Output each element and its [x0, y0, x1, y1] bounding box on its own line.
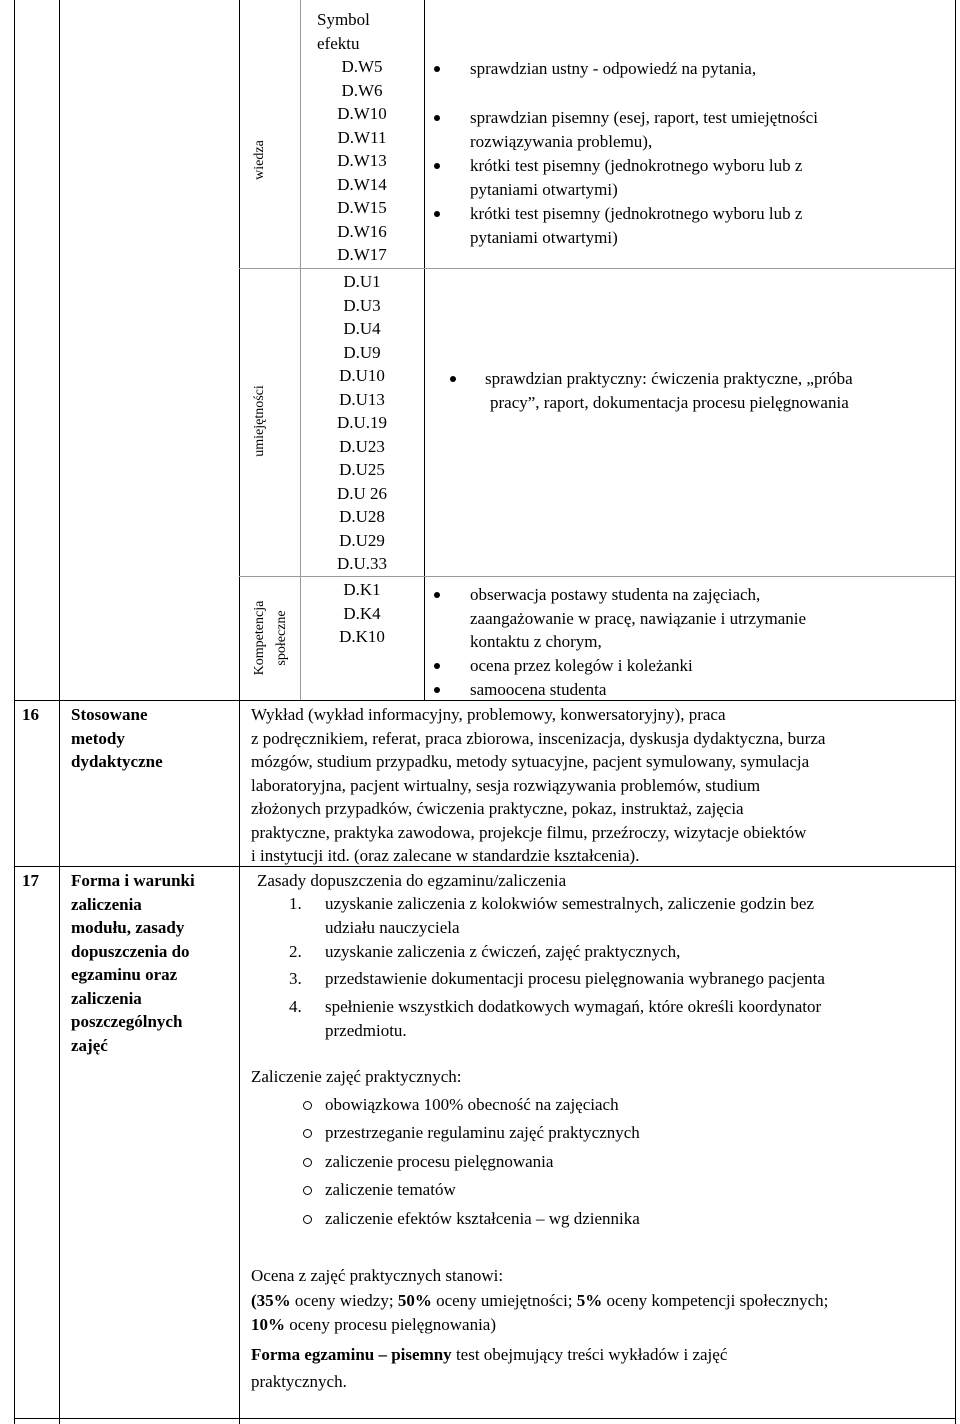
- circle-bullet-icon: [303, 1129, 312, 1138]
- symbol-code: D.W6: [341, 80, 383, 100]
- grade-line: [251, 1313, 496, 1337]
- admission-number: 4.: [289, 997, 302, 1016]
- grade-title: Ocena z zajęć praktycznych stanowi:: [251, 1266, 504, 1285]
- method-line: rozwiązywania problemu),: [470, 131, 653, 151]
- symbols-knowledge: [300, 55, 424, 267]
- circle-bullet-icon: [303, 1186, 312, 1195]
- symbol-code: D.W10: [337, 104, 387, 123]
- row-label-line: Stosowane: [71, 705, 148, 724]
- exam-form-text: test obejmujący treści wykładów i zajęć: [451, 1345, 728, 1364]
- table-border-left: [14, 0, 15, 1424]
- row-label-line: zaliczenia: [71, 988, 142, 1008]
- exam-form-line-2: praktycznych.: [251, 1372, 347, 1391]
- row-label-line: dopuszczenia do: [71, 941, 190, 961]
- method-knowledge-2: [470, 106, 818, 153]
- symbol-code: D.U 26: [336, 483, 388, 503]
- content-line: i instytucji itd. (oraz zalecane w standardzie kształcenia).: [251, 846, 640, 865]
- method-social-1: [470, 583, 806, 654]
- table-bottom-border: [14, 1418, 956, 1419]
- symbol-header: [317, 8, 370, 55]
- row-label-line: modułu, zasady: [71, 918, 185, 937]
- method-social-2: [470, 654, 693, 678]
- column-divider-1: [59, 0, 60, 1424]
- admission-line: uzyskanie zaliczenia z ćwiczeń, zajęć praktycznych,: [325, 942, 681, 961]
- content-line: laboratoryjna, pacjent wirtualny, sesja rozwiązywania problemów, studium: [251, 775, 761, 795]
- content-line: z podręcznikiem, referat, praca zbiorowa, inscenizacja, dyskusja dydaktyczna, burza: [251, 728, 826, 748]
- grade-percent: 10%: [251, 1315, 285, 1334]
- symbols-social: [300, 578, 424, 649]
- content-line: Wykład (wykład informacyjny, problemowy, konwersatoryjny), praca: [251, 705, 726, 724]
- method-line: sprawdzian ustny - odpowiedź na pytania,: [470, 59, 757, 78]
- method-knowledge-4: [470, 202, 802, 249]
- group-label-knowledge: wiedza: [252, 140, 267, 180]
- method-line: krótki test pisemny (jednokrotnego wyboru lub z: [470, 204, 803, 223]
- admission-item: [325, 892, 814, 939]
- grade-percent: 50%: [397, 1291, 432, 1310]
- circle-bullet-icon: [303, 1101, 312, 1110]
- bullet-icon: [434, 687, 440, 693]
- grade-text: oceny wiedzy;: [290, 1291, 398, 1310]
- admission-line: udziału nauczyciela: [325, 917, 460, 937]
- symbol-code: D.W15: [337, 198, 387, 217]
- exam-form-line: [251, 1343, 727, 1367]
- grade-percent: (35%: [251, 1291, 291, 1310]
- symbol-code: D.K10: [339, 627, 385, 646]
- circle-bullet-icon: [303, 1158, 312, 1167]
- method-line: samoocena studenta: [470, 680, 607, 699]
- exam-form-label: Forma egzaminu – pisemny: [251, 1345, 452, 1364]
- bullet-icon: [434, 115, 440, 121]
- admission-item: [325, 967, 825, 991]
- symbol-header-line: efektu: [317, 33, 360, 53]
- symbol-code: D.U1: [343, 272, 381, 291]
- practical-item: przestrzeganie regulaminu zajęć praktycznych: [325, 1123, 640, 1142]
- symbol-code: D.U29: [339, 530, 385, 550]
- method-line: ocena przez kolegów i koleżanki: [470, 656, 693, 675]
- method-line: pytaniami otwartymi): [470, 179, 618, 199]
- content-line: złożonych przypadków, ćwiczenia praktyczne, pokaz, instruktaż, zajęcia: [251, 799, 744, 818]
- practical-title: Zaliczenie zajęć praktycznych:: [251, 1067, 462, 1086]
- symbol-code: D.K4: [343, 603, 381, 623]
- column-divider-2: [239, 0, 240, 1424]
- row-label-line: Forma i warunki: [71, 871, 195, 890]
- admission-item: [325, 995, 821, 1042]
- symbol-code: D.U23: [339, 436, 385, 456]
- grade-text: oceny kompetencji społecznych;: [602, 1291, 829, 1310]
- method-social-3: [470, 678, 606, 702]
- row16-label: [71, 703, 163, 774]
- row16-number: 16: [22, 705, 39, 724]
- symbol-code: D.U9: [343, 342, 381, 362]
- row-label-line: poszczególnych: [71, 1012, 183, 1031]
- method-skills: [485, 367, 930, 414]
- row17-number: 17: [22, 871, 39, 890]
- admission-line: przedmiotu.: [325, 1020, 407, 1040]
- symbol-header-line: Symbol: [317, 10, 370, 29]
- admission-item: [325, 940, 680, 964]
- circle-bullet-icon: [303, 1215, 312, 1224]
- bullet-icon: [434, 211, 440, 217]
- admission-number: 3.: [289, 969, 302, 988]
- symbol-code: D.W14: [337, 174, 387, 194]
- divider-knowledge-skills: [239, 268, 955, 269]
- symbol-code: D.U28: [339, 507, 385, 526]
- bullet-icon: [434, 592, 440, 598]
- column-divider-4: [424, 0, 425, 700]
- row16-content: [251, 703, 825, 868]
- symbol-code: D.W16: [337, 221, 387, 241]
- method-line: kontaktu z chorym,: [470, 632, 602, 651]
- row-label-line: egzaminu oraz: [71, 965, 178, 984]
- symbol-code: D.W11: [337, 127, 387, 147]
- admission-line: spełnienie wszystkich dodatkowych wymagań, które określi koordynator: [325, 997, 822, 1016]
- table-border-right: [955, 0, 956, 1424]
- admission-number: 2.: [289, 942, 302, 961]
- symbol-code: D.W5: [341, 57, 383, 76]
- row-label-line: zajęć: [71, 1035, 108, 1055]
- symbol-code: D.U3: [343, 295, 381, 315]
- group-label-skills: umiejętności: [252, 385, 267, 457]
- symbol-code: D.W17: [337, 245, 387, 264]
- method-line: sprawdzian pisemny (esej, raport, test umiejętności: [470, 108, 818, 127]
- symbol-code: D.U25: [339, 460, 385, 479]
- row17-label: [71, 869, 195, 1057]
- admission-title: Zasady dopuszczenia do egzaminu/zaliczenia: [257, 871, 567, 890]
- symbol-code: D.U4: [343, 319, 381, 338]
- grade-text: oceny umiejętności;: [431, 1291, 577, 1310]
- bullet-icon: [434, 663, 440, 669]
- bullet-icon: [434, 163, 440, 169]
- admission-line: uzyskanie zaliczenia z kolokwiów semestralnych, zaliczenie godzin bez: [325, 894, 815, 913]
- method-line: obserwacja postawy studenta na zajęciach,: [470, 585, 761, 604]
- symbol-code: D.U.33: [336, 554, 388, 573]
- method-line: pracy”, raport, dokumentacja procesu pielęgnowania: [490, 392, 849, 412]
- practical-item: obowiązkowa 100% obecność na zajęciach: [325, 1095, 619, 1114]
- method-line: krótki test pisemny (jednokrotnego wyboru lub z: [470, 156, 803, 175]
- method-knowledge-3: [470, 154, 802, 201]
- symbol-code: D.W13: [337, 151, 387, 170]
- grade-line: [251, 1289, 828, 1313]
- content-line: praktyczne, praktyka zawodowa, projekcje filmu, przeźroczy, wizytacje obiektów: [251, 822, 807, 842]
- bullet-icon: [434, 66, 440, 72]
- admission-line: przedstawienie dokumentacji procesu pielęgnowania wybranego pacjenta: [325, 969, 825, 988]
- row-label-line: dydaktyczne: [71, 752, 163, 771]
- group-label-social-1: Kompetencja: [252, 600, 267, 676]
- admission-number: 1.: [289, 894, 302, 913]
- practical-item: zaliczenie tematów: [325, 1180, 456, 1199]
- symbol-code: D.K1: [343, 580, 381, 599]
- grade-percent: 5%: [576, 1291, 603, 1310]
- group-label-social-2: społeczne: [274, 610, 289, 666]
- row-label-line: metody: [71, 728, 125, 748]
- symbol-code: D.U13: [339, 389, 385, 409]
- content-line: mózgów, studium przypadku, metody sytuacyjne, pacjent symulowany, symulacja: [251, 752, 810, 771]
- bullet-icon: [450, 376, 456, 382]
- practical-item: zaliczenie efektów kształcenia – wg dziennika: [325, 1209, 640, 1228]
- symbol-code: D.U.19: [336, 413, 388, 432]
- divider-skills-social: [239, 576, 955, 577]
- grade-text: oceny procesu pielęgnowania): [285, 1315, 496, 1334]
- symbol-code: D.U10: [339, 366, 385, 385]
- practical-item: zaliczenie procesu pielęgnowania: [325, 1152, 554, 1171]
- row-label-line: zaliczenia: [71, 894, 142, 914]
- method-knowledge-1: [470, 57, 756, 81]
- method-line: pytaniami otwartymi): [470, 227, 618, 247]
- symbols-skills: [300, 270, 424, 576]
- method-line: sprawdzian praktyczny: ćwiczenia praktyczne, „próba: [485, 369, 853, 388]
- method-line: zaangażowanie w pracę, nawiązanie i utrzymanie: [470, 608, 807, 628]
